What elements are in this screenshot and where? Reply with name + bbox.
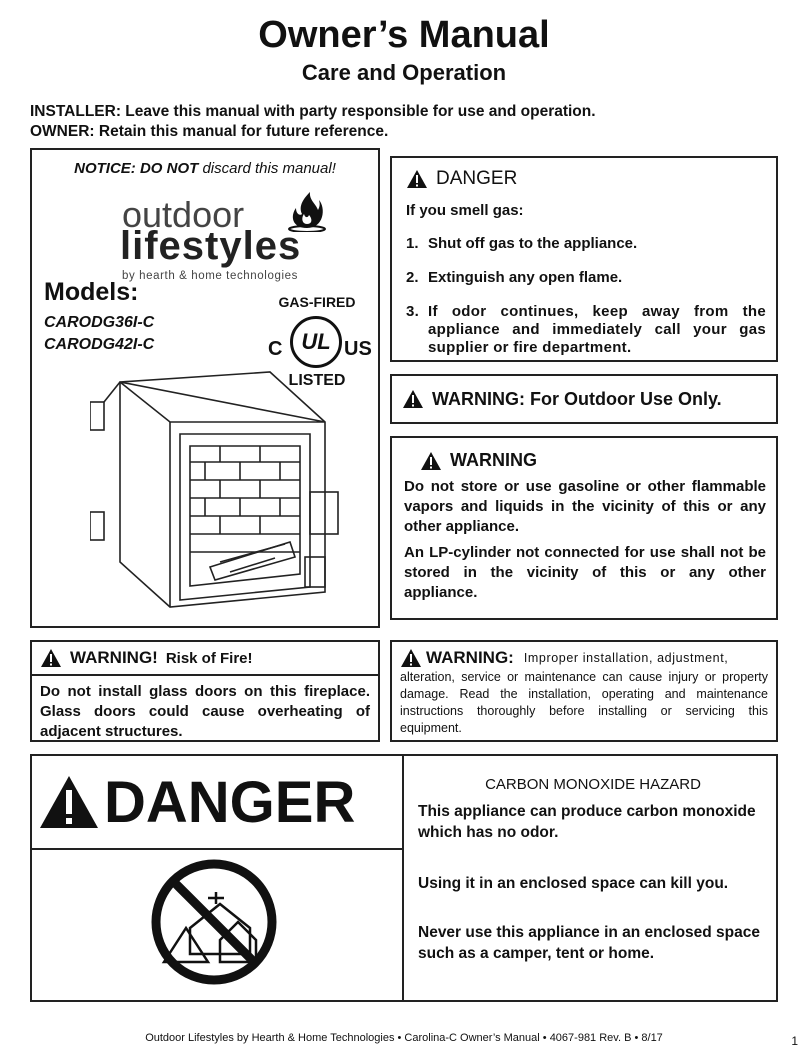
ul-listed-badge: GAS-FIRED C UL US LISTED bbox=[268, 294, 372, 389]
warning-outdoor-text: WARNING: For Outdoor Use Only. bbox=[432, 388, 722, 409]
model-item: CARODG42I-C bbox=[44, 336, 155, 353]
warning-install-box bbox=[390, 640, 778, 742]
warning-triangle-icon bbox=[406, 169, 428, 189]
models-list bbox=[44, 312, 154, 356]
page-number: 1 bbox=[791, 1034, 798, 1048]
warning-triangle-icon bbox=[40, 648, 62, 668]
warning-triangle-icon bbox=[400, 648, 422, 668]
warning-fire-text: Do not install glass doors on this fireplace. Glass doors could cause overheating of adjacent structures. bbox=[40, 683, 370, 740]
warning-fire-heading: WARNING! bbox=[70, 648, 158, 667]
brand-line3: by hearth & home technologies bbox=[122, 270, 298, 282]
fireplace-illustration bbox=[90, 362, 340, 622]
co-danger-word: DANGER bbox=[104, 769, 356, 835]
no-enclosed-space-icon bbox=[150, 858, 278, 986]
warning-flammable-p2: An LP-cylinder not connected for use shall not be stored in the vicinity of this or any other appliance. bbox=[404, 544, 766, 601]
installer-instruction: INSTALLER: Leave this manual with party responsible for use and operation. bbox=[30, 103, 596, 120]
danger-heading: DANGER bbox=[436, 168, 518, 189]
warning-fire-heading-tail: Risk of Fire! bbox=[165, 649, 253, 667]
page-title: Owner’s Manual bbox=[258, 14, 550, 56]
co-heading: CARBON MONOXIDE HAZARD bbox=[485, 776, 701, 793]
co-p1: This appliance can produce carbon monoxide which has no odor. bbox=[418, 803, 756, 841]
danger-triangle-icon bbox=[38, 774, 100, 830]
warning-heading: WARNING bbox=[450, 450, 537, 470]
danger-steps bbox=[406, 235, 766, 357]
danger-intro: If you smell gas: bbox=[406, 202, 524, 219]
warning-outdoor-box bbox=[390, 374, 778, 424]
notice-text: NOTICE: DO NOT discard this manual! bbox=[74, 160, 336, 177]
brand-logo bbox=[112, 194, 352, 284]
list-item: 1. Shut off gas to the appliance. bbox=[406, 235, 638, 252]
models-label: Models: bbox=[44, 278, 139, 306]
ul-circle: UL bbox=[290, 316, 342, 368]
co-p2: Using it in an enclosed space can kill you. bbox=[418, 875, 729, 892]
warning-install-inline: Improper installation, adjustment, bbox=[523, 651, 729, 665]
owner-instruction: OWNER: Retain this manual for future reference. bbox=[30, 123, 389, 140]
warning-flammable-p1: Do not store or use gasoline or other flammable vapors and liquids in the vicinity of this or any other appliance. bbox=[404, 478, 766, 535]
danger-gas-box bbox=[390, 156, 778, 362]
warning-install-text: alteration, service or maintenance can cause injury or property damage. Read the installation, operating and maintenance instructions thoroughly before installing or servicing this equipment. bbox=[400, 670, 768, 735]
brand-line1: outdoor bbox=[122, 194, 245, 235]
warning-install-heading: WARNING: bbox=[426, 648, 514, 667]
warning-triangle-icon bbox=[402, 389, 424, 409]
list-item: 3. If odor continues, keep away from the appliance and immediately call your gas supplier or fire department. bbox=[406, 303, 766, 356]
list-item: 2. Extinguish any open flame. bbox=[406, 269, 623, 286]
instructions-block bbox=[30, 102, 596, 142]
warning-fire-box bbox=[30, 640, 380, 742]
warning-flammable-box bbox=[390, 436, 778, 620]
warning-triangle-icon bbox=[420, 451, 442, 471]
page-footer: Outdoor Lifestyles by Hearth & Home Technologies • Carolina-C Owner’s Manual • 4067-981 Rev. B • 8/17 bbox=[145, 1032, 663, 1044]
co-hazard-box bbox=[30, 754, 778, 1002]
page-subtitle: Care and Operation bbox=[301, 60, 507, 85]
brand-line2: lifestyles bbox=[120, 224, 302, 268]
product-box bbox=[30, 148, 380, 628]
co-p3: Never use this appliance in an enclosed space such as a camper, tent or home. bbox=[418, 924, 760, 962]
model-item: CARODG36I-C bbox=[44, 314, 155, 331]
